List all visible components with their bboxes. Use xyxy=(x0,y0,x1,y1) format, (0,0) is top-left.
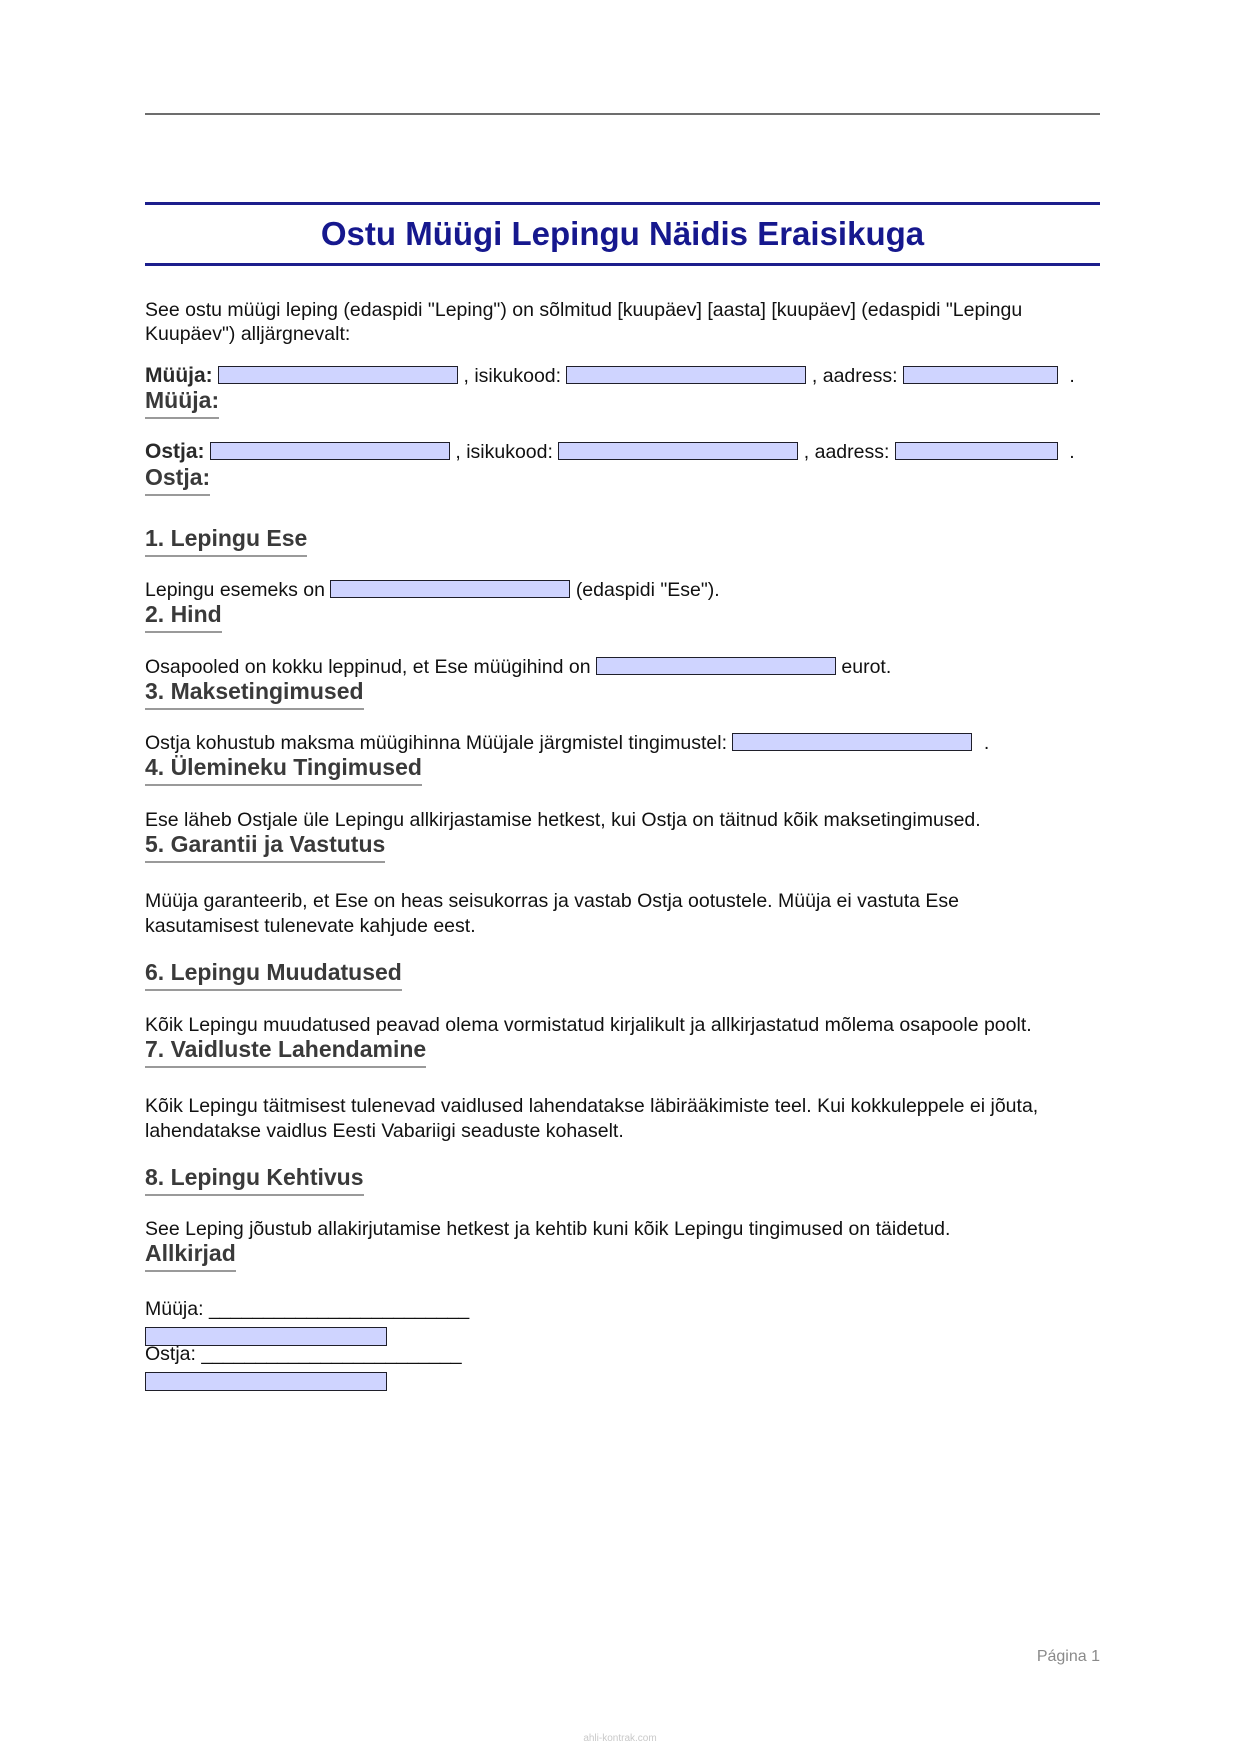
page-number: Página 1 xyxy=(1036,1648,1100,1665)
title-rule-top xyxy=(145,202,1100,205)
section-6-text: Kõik Lepingu muudatused peavad olema vormistatud kirjalikult ja allkirjastatud mõlema osapoole poolt. xyxy=(145,1014,1032,1036)
section-4-heading: 4. Ülemineku Tingimused xyxy=(145,753,422,786)
buyer-row xyxy=(145,439,1085,465)
seller-address-label: , aadress: xyxy=(811,365,898,387)
section-1-text xyxy=(145,578,1085,603)
section-1-heading: 1. Lepingu Ese xyxy=(145,524,307,557)
section-7-text-line-2: lahendatakse vaidlus Eesti Vabariigi seaduste kohaselt. xyxy=(145,1120,624,1142)
buyer-id-code-field[interactable] xyxy=(558,442,798,460)
section-5-text-line-2: kasutamisest tulenevate kahjude eest. xyxy=(145,915,476,937)
seller-id-code-field[interactable] xyxy=(566,366,806,384)
section-2-text-before: Osapooled on kokku leppinud, et Ese müügihind on xyxy=(145,656,591,678)
seller-label: Müüja: xyxy=(145,364,213,387)
seller-heading: Müüja: xyxy=(145,386,219,419)
section-7-text-line-1: Kõik Lepingu täitmisest tulenevad vaidlused lahendatakse läbirääkimiste teel. Kui kokkuleppele ei jõuta, xyxy=(145,1095,1039,1117)
section-1-text-after: (edaspidi "Ese"). xyxy=(575,579,720,601)
buyer-address-label: , aadress: xyxy=(803,441,890,463)
buyer-label: Ostja: xyxy=(145,440,205,463)
buyer-signature-field[interactable] xyxy=(145,1372,387,1391)
section-2-heading: 2. Hind xyxy=(145,600,222,633)
buyer-address-field[interactable] xyxy=(895,442,1058,460)
section-4-text: Ese läheb Ostjale üle Lepingu allkirjastamise hetkest, kui Ostja on täitnud kõik maksetingimused. xyxy=(145,809,981,831)
section-8-text: See Leping jõustub allakirjutamise hetkest ja kehtib kuni kõik Lepingu tingimused on täidetud. xyxy=(145,1218,951,1240)
seller-signature-line: Müüja: ________________________ xyxy=(145,1298,470,1320)
section-6-heading: 6. Lepingu Muudatused xyxy=(145,958,402,991)
buyer-id-code-label: , isikukood: xyxy=(455,441,553,463)
top-divider xyxy=(145,113,1100,115)
price-field[interactable] xyxy=(596,657,836,675)
seller-row xyxy=(145,363,1085,389)
buyer-period: . xyxy=(1069,441,1075,463)
section-3-text-before: Ostja kohustub maksma müügihinna Müüjale järgmistel tingimustel: xyxy=(145,732,728,754)
section-8-heading: 8. Lepingu Kehtivus xyxy=(145,1163,364,1196)
section-2-text-after: eurot. xyxy=(841,656,892,678)
signatures-heading: Allkirjad xyxy=(145,1239,236,1272)
item-description-field[interactable] xyxy=(330,580,570,598)
document-title: Ostu Müügi Lepingu Näidis Eraisikuga xyxy=(320,215,925,252)
section-5-text-line-1: Müüja garanteerib, et Ese on heas seisukorras ja vastab Ostja ootustele. Müüja ei vastuta Ese xyxy=(145,890,960,912)
section-5-heading: 5. Garantii ja Vastutus xyxy=(145,830,385,863)
payment-terms-field[interactable] xyxy=(732,733,972,751)
buyer-signature-line: Ostja: ________________________ xyxy=(145,1343,462,1365)
buyer-heading: Ostja: xyxy=(145,463,210,496)
seller-id-code-label: , isikukood: xyxy=(463,365,562,387)
intro-line-1: See ostu müügi leping (edaspidi "Leping") on sõlmitud [kuupäev] [aasta] [kuupäev] (edaspidi "Lepingu xyxy=(145,299,1023,321)
seller-period: . xyxy=(1069,365,1075,387)
section-3-heading: 3. Maksetingimused xyxy=(145,677,364,710)
section-1-text-before: Lepingu esemeks on xyxy=(145,579,325,601)
watermark: ahli-kontrak.com xyxy=(583,1733,657,1744)
buyer-name-field[interactable] xyxy=(210,442,450,460)
seller-address-field[interactable] xyxy=(903,366,1058,384)
seller-name-field[interactable] xyxy=(218,366,458,384)
section-3-text-after: . xyxy=(983,732,990,754)
section-7-heading: 7. Vaidluste Lahendamine xyxy=(145,1035,426,1068)
title-rule-bottom xyxy=(145,263,1100,266)
intro-line-2: Kuupäev") alljärgnevalt: xyxy=(145,323,351,345)
